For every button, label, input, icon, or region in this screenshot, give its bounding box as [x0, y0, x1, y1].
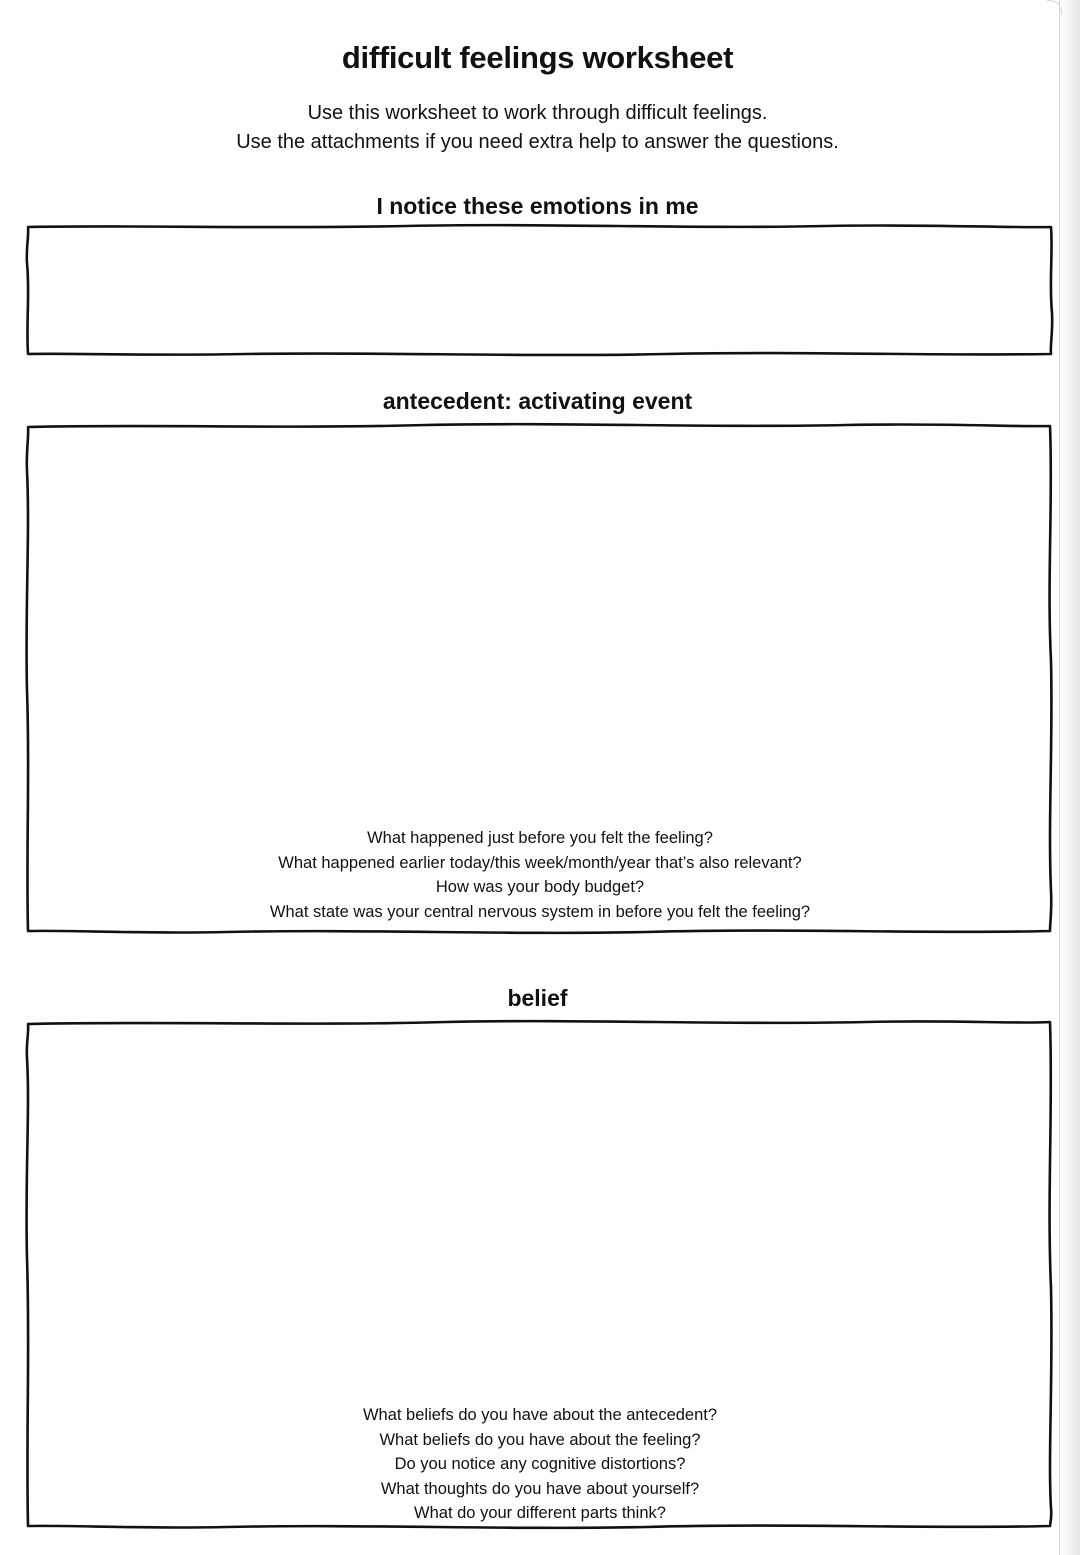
prompt-line: What beliefs do you have about the antecedent?: [362, 1406, 718, 1424]
prompt-line: What do your different parts think?: [414, 1504, 666, 1522]
intro-line-2: Use the attachments if you need extra help to answer the questions.: [236, 131, 839, 153]
prompt-line: What beliefs do you have about the feeling?: [379, 1430, 701, 1449]
prompt-line: How was your body budget?: [435, 878, 645, 896]
antecedent-prompts: [26, 826, 1054, 924]
prompt-line: What state was your central nervous system in before you felt the feeling?: [269, 902, 811, 921]
worksheet-title: difficult feelings worksheet: [341, 40, 734, 75]
section-heading-antecedent: antecedent: activating event: [382, 388, 693, 414]
section-heading-emotions: I notice these emotions in me: [376, 193, 699, 219]
page-edge: [1059, 0, 1080, 1555]
emotions-answer-box[interactable]: [26, 223, 1054, 357]
prompt-line: What happened just before you felt the feeling?: [367, 829, 713, 847]
prompt-line: What thoughts do you have about yourself?: [380, 1479, 700, 1498]
antecedent-answer-box[interactable]: [26, 421, 1054, 935]
section-heading-belief: belief: [507, 985, 568, 1011]
box-frame: [26, 223, 1054, 357]
belief-prompts: [26, 1403, 1054, 1526]
belief-answer-box[interactable]: [26, 1018, 1054, 1530]
prompt-line: What happened earlier today/this week/month/year that’s also relevant?: [278, 853, 802, 872]
prompt-line: Do you notice any cognitive distortions?: [394, 1455, 686, 1473]
intro-line-1: Use this worksheet to work through difficult feelings.: [307, 102, 768, 124]
